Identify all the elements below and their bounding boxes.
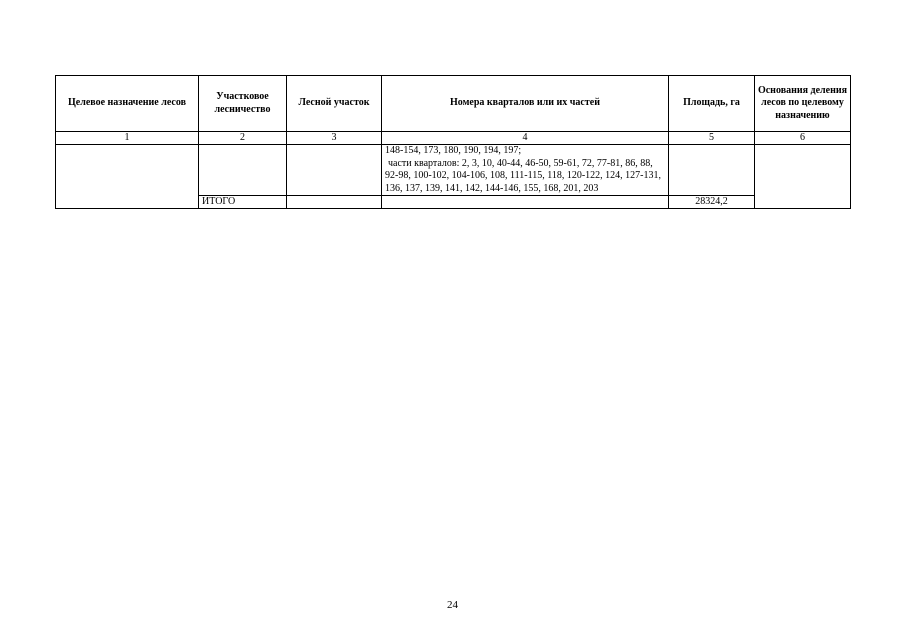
cell-plot bbox=[287, 145, 382, 196]
cell-blocks bbox=[382, 145, 669, 196]
header-area: Площадь, га bbox=[669, 76, 755, 132]
header-basis: Основания деления лесов по целевому назначению bbox=[755, 76, 851, 132]
forest-designation-table bbox=[55, 75, 851, 209]
header-blocks: Номера кварталов или их частей bbox=[382, 76, 669, 132]
column-number-row bbox=[56, 132, 851, 145]
total-area: 28324,2 bbox=[669, 196, 755, 209]
column-number: 2 bbox=[199, 132, 287, 145]
header-purpose: Целевое назначение лесов bbox=[56, 76, 199, 132]
column-number: 4 bbox=[382, 132, 669, 145]
column-number: 3 bbox=[287, 132, 382, 145]
blocks-line: части кварталов: 2, 3, 10, 40-44, 46-50, 59-61, 72, 77-81, 86, 88, 92-98, 100-102, 104-106, 108, 111-115, 118, 120-122, 124, 127-131, 136, 137, 139, 141, 142, 144-146, 155, 168, 201, 203 bbox=[385, 157, 661, 194]
table-header-row bbox=[56, 76, 851, 132]
total-plot-cell bbox=[287, 196, 382, 209]
header-district: Участковое лесничество bbox=[199, 76, 287, 132]
column-number: 5 bbox=[669, 132, 755, 145]
column-number: 1 bbox=[56, 132, 199, 145]
total-blocks-cell bbox=[382, 196, 669, 209]
cell-area bbox=[669, 145, 755, 196]
cell-purpose bbox=[56, 145, 199, 209]
blocks-line: 148-154, 173, 180, 190, 194, 197; bbox=[385, 145, 522, 156]
cell-basis bbox=[755, 145, 851, 209]
table-row bbox=[56, 145, 851, 196]
cell-district bbox=[199, 145, 287, 196]
page-number: 24 bbox=[447, 599, 458, 611]
total-label: ИТОГО bbox=[199, 196, 287, 209]
header-plot: Лесной участок bbox=[287, 76, 382, 132]
column-number: 6 bbox=[755, 132, 851, 145]
